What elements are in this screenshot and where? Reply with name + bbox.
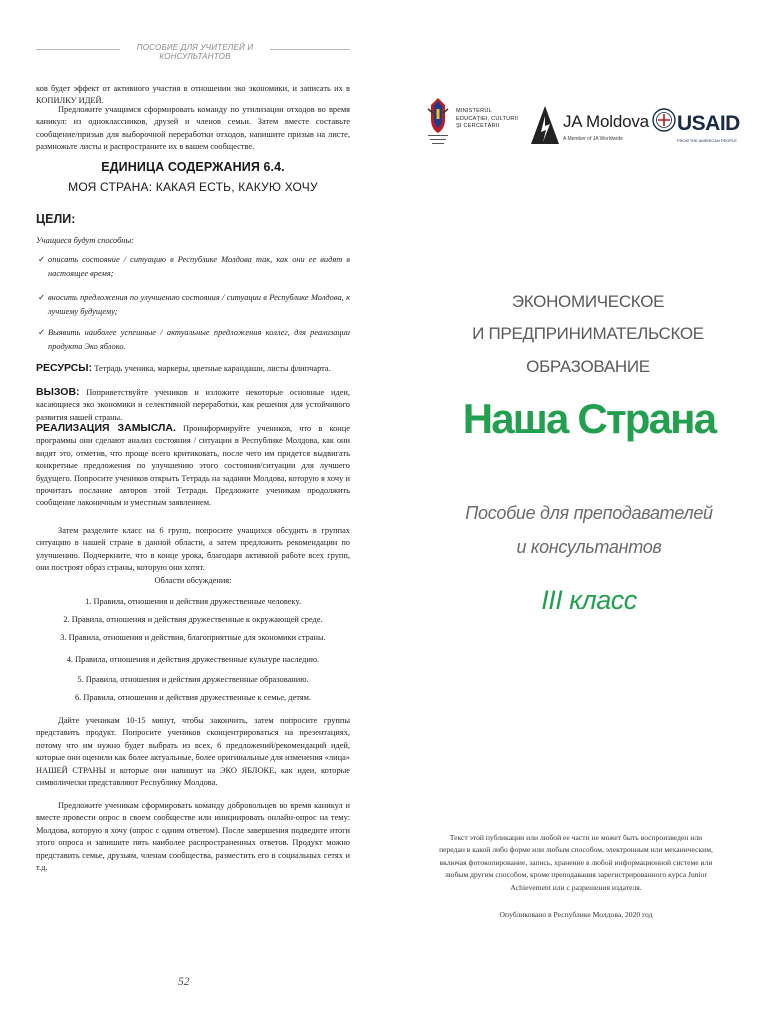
implementation-paragraph: [36, 422, 350, 510]
ministry-name: [456, 108, 518, 131]
call-text: Поприветствуйте учеников и изложите некоторые основные идеи, касающиеся эко экономики и селективной переработки, как решения для устойчивого развития нашей страны.: [36, 388, 350, 422]
call-label: ВЫЗОВ:: [36, 386, 80, 398]
page-number: 52: [178, 976, 190, 988]
paragraph-presentation: Дайте ученикам 10-15 минут, чтобы закончить, затем попросите группы представить продукт. Попросите учеников сконцентрироваться на презентациях, потому что им нужно будет выбрать из всех, 6 предложений/рекомендаций идей, которые они оценили как более актуальные, более оригинальные для изменения «лица» НАШЕЙ СТРАНЫ и которые они напишут на ЭКО ЯБЛОКЕ, как идеи, которые символически представляют Республику Молдова.: [36, 716, 350, 788]
running-header: ПОСОБИЕ ДЛЯ УЧИТЕЛЕЙ И КОНСУЛЬТАНТОВ: [120, 43, 270, 61]
area-item: 2. Правила, отношения и действия дружественные к окружающей среде.: [63, 615, 323, 624]
paragraph-groups: Затем разделите класс на 6 групп, попросите учащихся обсудить в группах ситуацию в нашей стране в данной области, а затем предложить рекомендации по улучшению. Подчеркните, что в конце урока, благодаря активной работе всех групп, они построят образ страны, которую они хотят.: [36, 526, 350, 573]
ja-logo-icon: [530, 104, 560, 148]
check-mark-icon: ✓: [38, 328, 46, 337]
grade-label: III класс: [541, 585, 637, 615]
resources-text: Тетрадь ученика, маркеры, цветные карандаши, листы флипчарта.: [92, 364, 331, 373]
call-paragraph: [36, 386, 350, 424]
implementation-label: РЕАЛИЗАЦИЯ ЗАМЫСЛА.: [36, 422, 176, 434]
paragraph-intro: ков будет эффект от активного участия в отношении эко экономики, и записать их в КОПИЛКУ ИДЕЙ.: [36, 84, 350, 106]
goal-item: [38, 253, 350, 281]
unit-title: ЕДИНИЦА СОДЕРЖАНИЯ 6.4.: [101, 160, 285, 174]
check-mark-icon: ✓: [38, 255, 46, 264]
ministry-line: ŞI CERCETĂRII: [456, 123, 500, 130]
resources-paragraph: [36, 362, 350, 375]
education-type-line: И ПРЕДПРИНИМАТЕЛЬСКОЕ: [472, 324, 704, 343]
goal-text: Выявить наиболее успешные / актуальные предложения коллег, для реализации продукта Эко яблоко.: [48, 328, 350, 351]
education-type-line: ОБРАЗОВАНИЕ: [526, 357, 650, 376]
moldova-coat-of-arms-icon: [424, 95, 452, 151]
area-item: 4. Правила, отношения и действия дружественные культуре наследию.: [66, 655, 320, 664]
unit-subtitle: МОЯ СТРАНА: КАКАЯ ЕСТЬ, КАКУЮ ХОЧУ: [68, 180, 318, 194]
book-title: Наша Страна: [462, 395, 716, 442]
goals-intro: Учащиеся будут способны:: [36, 236, 134, 245]
guide-subtitle-line: Пособие для преподавателей: [465, 503, 713, 523]
usaid-tagline: FROM THE AMERICAN PEOPLE: [677, 138, 737, 143]
header-rule-right: [270, 49, 350, 50]
usaid-name: USAID: [677, 112, 740, 135]
area-item: 1. Правила, отношения и действия дружественные человеку.: [85, 597, 301, 606]
check-mark-icon: ✓: [38, 293, 46, 302]
area-item: 3. Правила, отношения и действия, благоприятные для экономики страны.: [60, 633, 326, 642]
ministry-line: EDUCAŢIEI, CULTURII: [456, 115, 519, 122]
usaid-seal-icon: [652, 108, 676, 132]
guide-subtitle-line: и консультантов: [516, 537, 662, 557]
area-item: 5. Правила, отношения и действия дружественные образованию.: [77, 675, 309, 684]
goal-text: вносить предложения по улучшению состояния / ситуации в Республике Молдова, к лучшему будущему;: [48, 293, 350, 316]
paragraph-recycling-team: Предложите учащимся сформировать команду по утилизации отходов во время каникул: из одноклассников, друзей и членов семьи. Затем вместе составьте сообщение/призыв для выборочной переработки отходов, напишите призыв на листе, размножьте листы и распространите их в вашем сообществе.: [36, 105, 350, 152]
publication-info: Опубликовано в Республике Молдова, 2020 год: [499, 910, 653, 919]
header-rule-left: [36, 49, 120, 50]
areas-heading: Области обсуждения:: [154, 576, 232, 585]
ministry-line: MINISTERUL: [456, 108, 492, 114]
paragraph-survey: Предложите ученикам сформировать команду добровольцев во время каникул и вместе провести опрос в своем сообществе или инициировать онлайн-опрос на тему: Молдова, которую я хочу (опрос с одним ответом). После завершения подведите итоги этого опроса и запишите пять наиболее распространенных ответов. Продукт можно представить семье, друзьям, членам сообщества, разместить его в социальных сетях и т.д.: [36, 801, 350, 873]
copyright-notice: Текст этой публикации или любой ее части не может быть воспроизведен или передан в какой либо форме или любым способом, электронным или механическим, включая фотокопирование, запись, хранение в любой информационной системе или любым другим способом, кроме преподавания зарегистрированного курса Junior Achievement или с разрешения издателя.: [439, 833, 713, 892]
goals-heading: ЦЕЛИ:: [36, 212, 76, 226]
implementation-text: Проинформируйте учеников, что в конце программы они сделают анализ состояния / ситуации в Республике Молдова, как они видят это, отметив, что проще всего критиковать, после чего им придется выдвигать конкретные предложения по улучшению этого состояния/ситуации для лучшего будущего. Попросите учеников открыть Тетрадь на задании Молдова, которую я хочу и прочитать послание авторов этой Тетради. Предложите ученикам продолжить сообщение лаконичным и уместным заявлением.: [36, 424, 350, 508]
area-item: 6. Правила, отношения и действия дружественные к семье, детям.: [74, 693, 312, 702]
ja-tagline: A Member of JA Worldwide: [563, 136, 623, 142]
ja-moldova-name: JA Moldova: [563, 112, 649, 131]
education-type-line: ЭКОНОМИЧЕСКОЕ: [511, 292, 665, 311]
goal-text: описать состояние / ситуацию в Республике Молдова так, как они ее видят в настоящее время;: [48, 255, 350, 278]
resources-label: РЕСУРСЫ:: [36, 362, 93, 374]
goal-item: [38, 326, 350, 354]
goal-item: [38, 291, 350, 319]
